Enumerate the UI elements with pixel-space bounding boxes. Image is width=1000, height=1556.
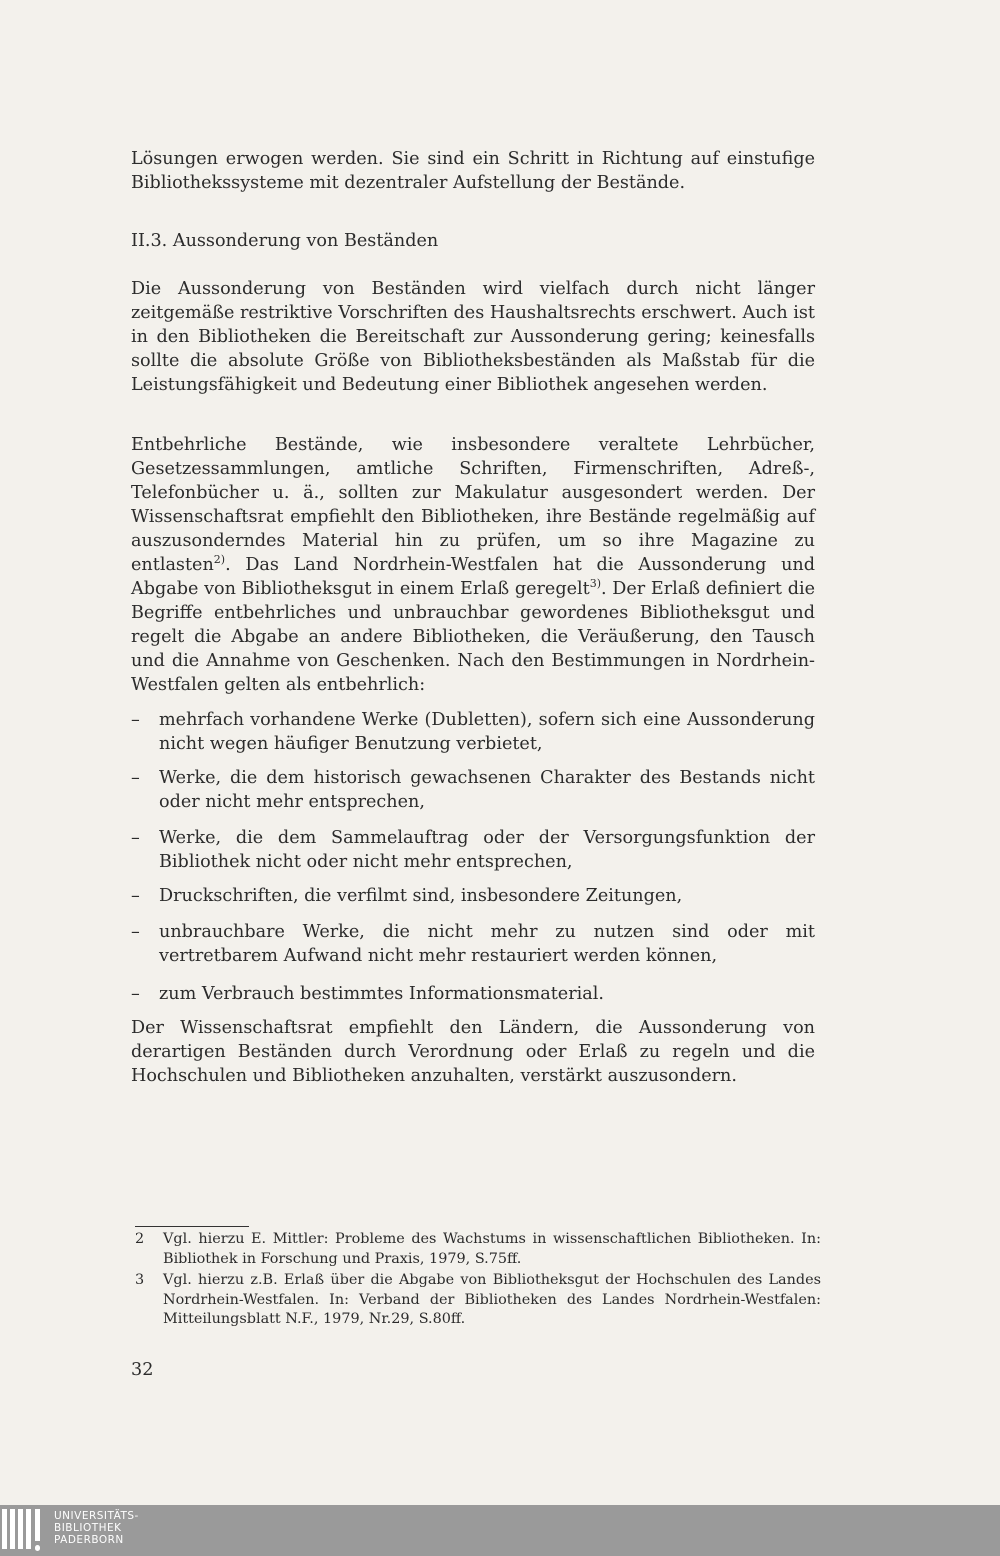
paragraph-1-text: Die Aussonderung von Beständen wird vielfach durch nicht länger zeitgemäße restriktive Vorschriften des Haushaltsrechts erschwert. Auch ist in den Bibliotheken die Bereitschaft zur Aussonderung gering; keinesfalls sollte die absolute Größe von Bibliotheksbeständen als Maßstab für die Leistungsfähigkeit und Bedeutung einer Bibliothek angesehen werden. <box>131 279 815 395</box>
footnote-ref-3: 3) <box>589 577 601 591</box>
footnote-text: Vgl. hierzu E. Mittler: Probleme des Wachstums in wissenschaftlichen Bibliotheken. In: Bibliothek in Forschung und Praxis, 1979, S.75ff. <box>163 1231 821 1267</box>
library-logo-text <box>54 1510 139 1546</box>
paragraph-1 <box>131 277 815 397</box>
dash-bullet: – <box>131 922 140 942</box>
list-item-text: unbrauchbare Werke, die nicht mehr zu nutzen sind oder mit vertretbarem Aufwand nicht mehr restauriert werden können, <box>159 922 815 966</box>
list-item-text: mehrfach vorhandene Werke (Dubletten), sofern sich eine Aussonderung nicht wegen häufiger Benutzung verbietet, <box>159 710 815 754</box>
paragraph-2-text-c: . Der Erlaß definiert die Begriffe entbehrliches und unbrauchbar gewordenes Bibliotheksgut und regelt die Abgabe an andere Bibliotheken, die Veräußerung, den Tausch und die Annahme von Geschenken. Nach den Bestimmungen in Nordrhein-Westfalen gelten als entbehrlich: <box>131 579 815 695</box>
list-item-text: Werke, die dem Sammelauftrag oder der Versorgungsfunktion der Bibliothek nicht oder nicht mehr entsprechen, <box>159 828 815 872</box>
logo-line: UNIVERSITÄTS- <box>54 1510 139 1522</box>
dash-bullet: – <box>131 828 140 848</box>
intro-text: Lösungen erwogen werden. Sie sind ein Schritt in Richtung auf einstufige Bibliothekssysteme mit dezentraler Aufstellung der Bestände. <box>131 149 815 193</box>
footnote-divider <box>135 1226 249 1227</box>
page-number: 32 <box>131 1360 154 1380</box>
footnotes <box>135 1230 821 1332</box>
list-item-text: zum Verbrauch bestimmtes Informationsmaterial. <box>159 984 604 1004</box>
footnote <box>135 1230 821 1269</box>
logo-line: BIBLIOTHEK <box>54 1522 122 1534</box>
footnote-number: 2 <box>135 1231 145 1247</box>
library-footer <box>0 1505 1000 1556</box>
paragraph-2 <box>131 433 815 697</box>
list-item-text: Werke, die dem historisch gewachsenen Charakter des Bestands nicht oder nicht mehr entsprechen, <box>159 768 815 812</box>
closing-text: Der Wissenschaftsrat empfiehlt den Ländern, die Aussonderung von derartigen Beständen durch Verordnung oder Erlaß zu regeln und die Hochschulen und Bibliotheken anzuhalten, verstärkt auszusondern. <box>131 1018 815 1086</box>
closing-paragraph <box>131 1016 815 1088</box>
dash-bullet: – <box>131 984 140 1004</box>
paragraph-2-text-a: Entbehrliche Bestände, wie insbesondere veraltete Lehrbücher, Gesetzessammlungen, amtliche Schriften, Firmenschriften, Adreß-, Telefonbücher u. ä., sollten zur Makulatur ausgesondert werden. Der Wissenschaftsrat empfiehlt den Bibliotheken, ihre Bestände regelmäßig auf auszusonderndes Material hin zu prüfen, um so ihre Magazine zu entlasten <box>131 435 815 575</box>
paragraph-2-text-b: . Das Land Nordrhein-Westfalen hat die Aussonderung und Abgabe von Bibliotheksgut in einem Erlaß geregelt <box>131 555 815 599</box>
paragraph-2-body <box>131 433 815 697</box>
dash-bullet: – <box>131 886 140 906</box>
list-item-text: Druckschriften, die verfilmt sind, insbesondere Zeitungen, <box>159 886 683 906</box>
logo-line: PADERBORN <box>54 1534 124 1546</box>
footnote-text: Vgl. hierzu z.B. Erlaß über die Abgabe von Bibliotheksgut der Hochschulen des Landes Nordrhein-Westfalen. In: Verband der Bibliotheken des Landes Nordrhein-Westfalen: Mitteilungsblatt N.F., 1979, Nr.29, S.80ff. <box>163 1272 821 1327</box>
section-heading: II.3. Aussonderung von Beständen <box>131 231 439 251</box>
footnote-number: 3 <box>135 1272 145 1288</box>
library-bars-icon <box>2 1509 46 1551</box>
dash-bullet: – <box>131 768 140 788</box>
footnote-ref-2: 2) <box>213 553 226 567</box>
intro-paragraph <box>131 147 815 195</box>
dash-bullet: – <box>131 710 140 730</box>
footnote <box>135 1271 821 1330</box>
